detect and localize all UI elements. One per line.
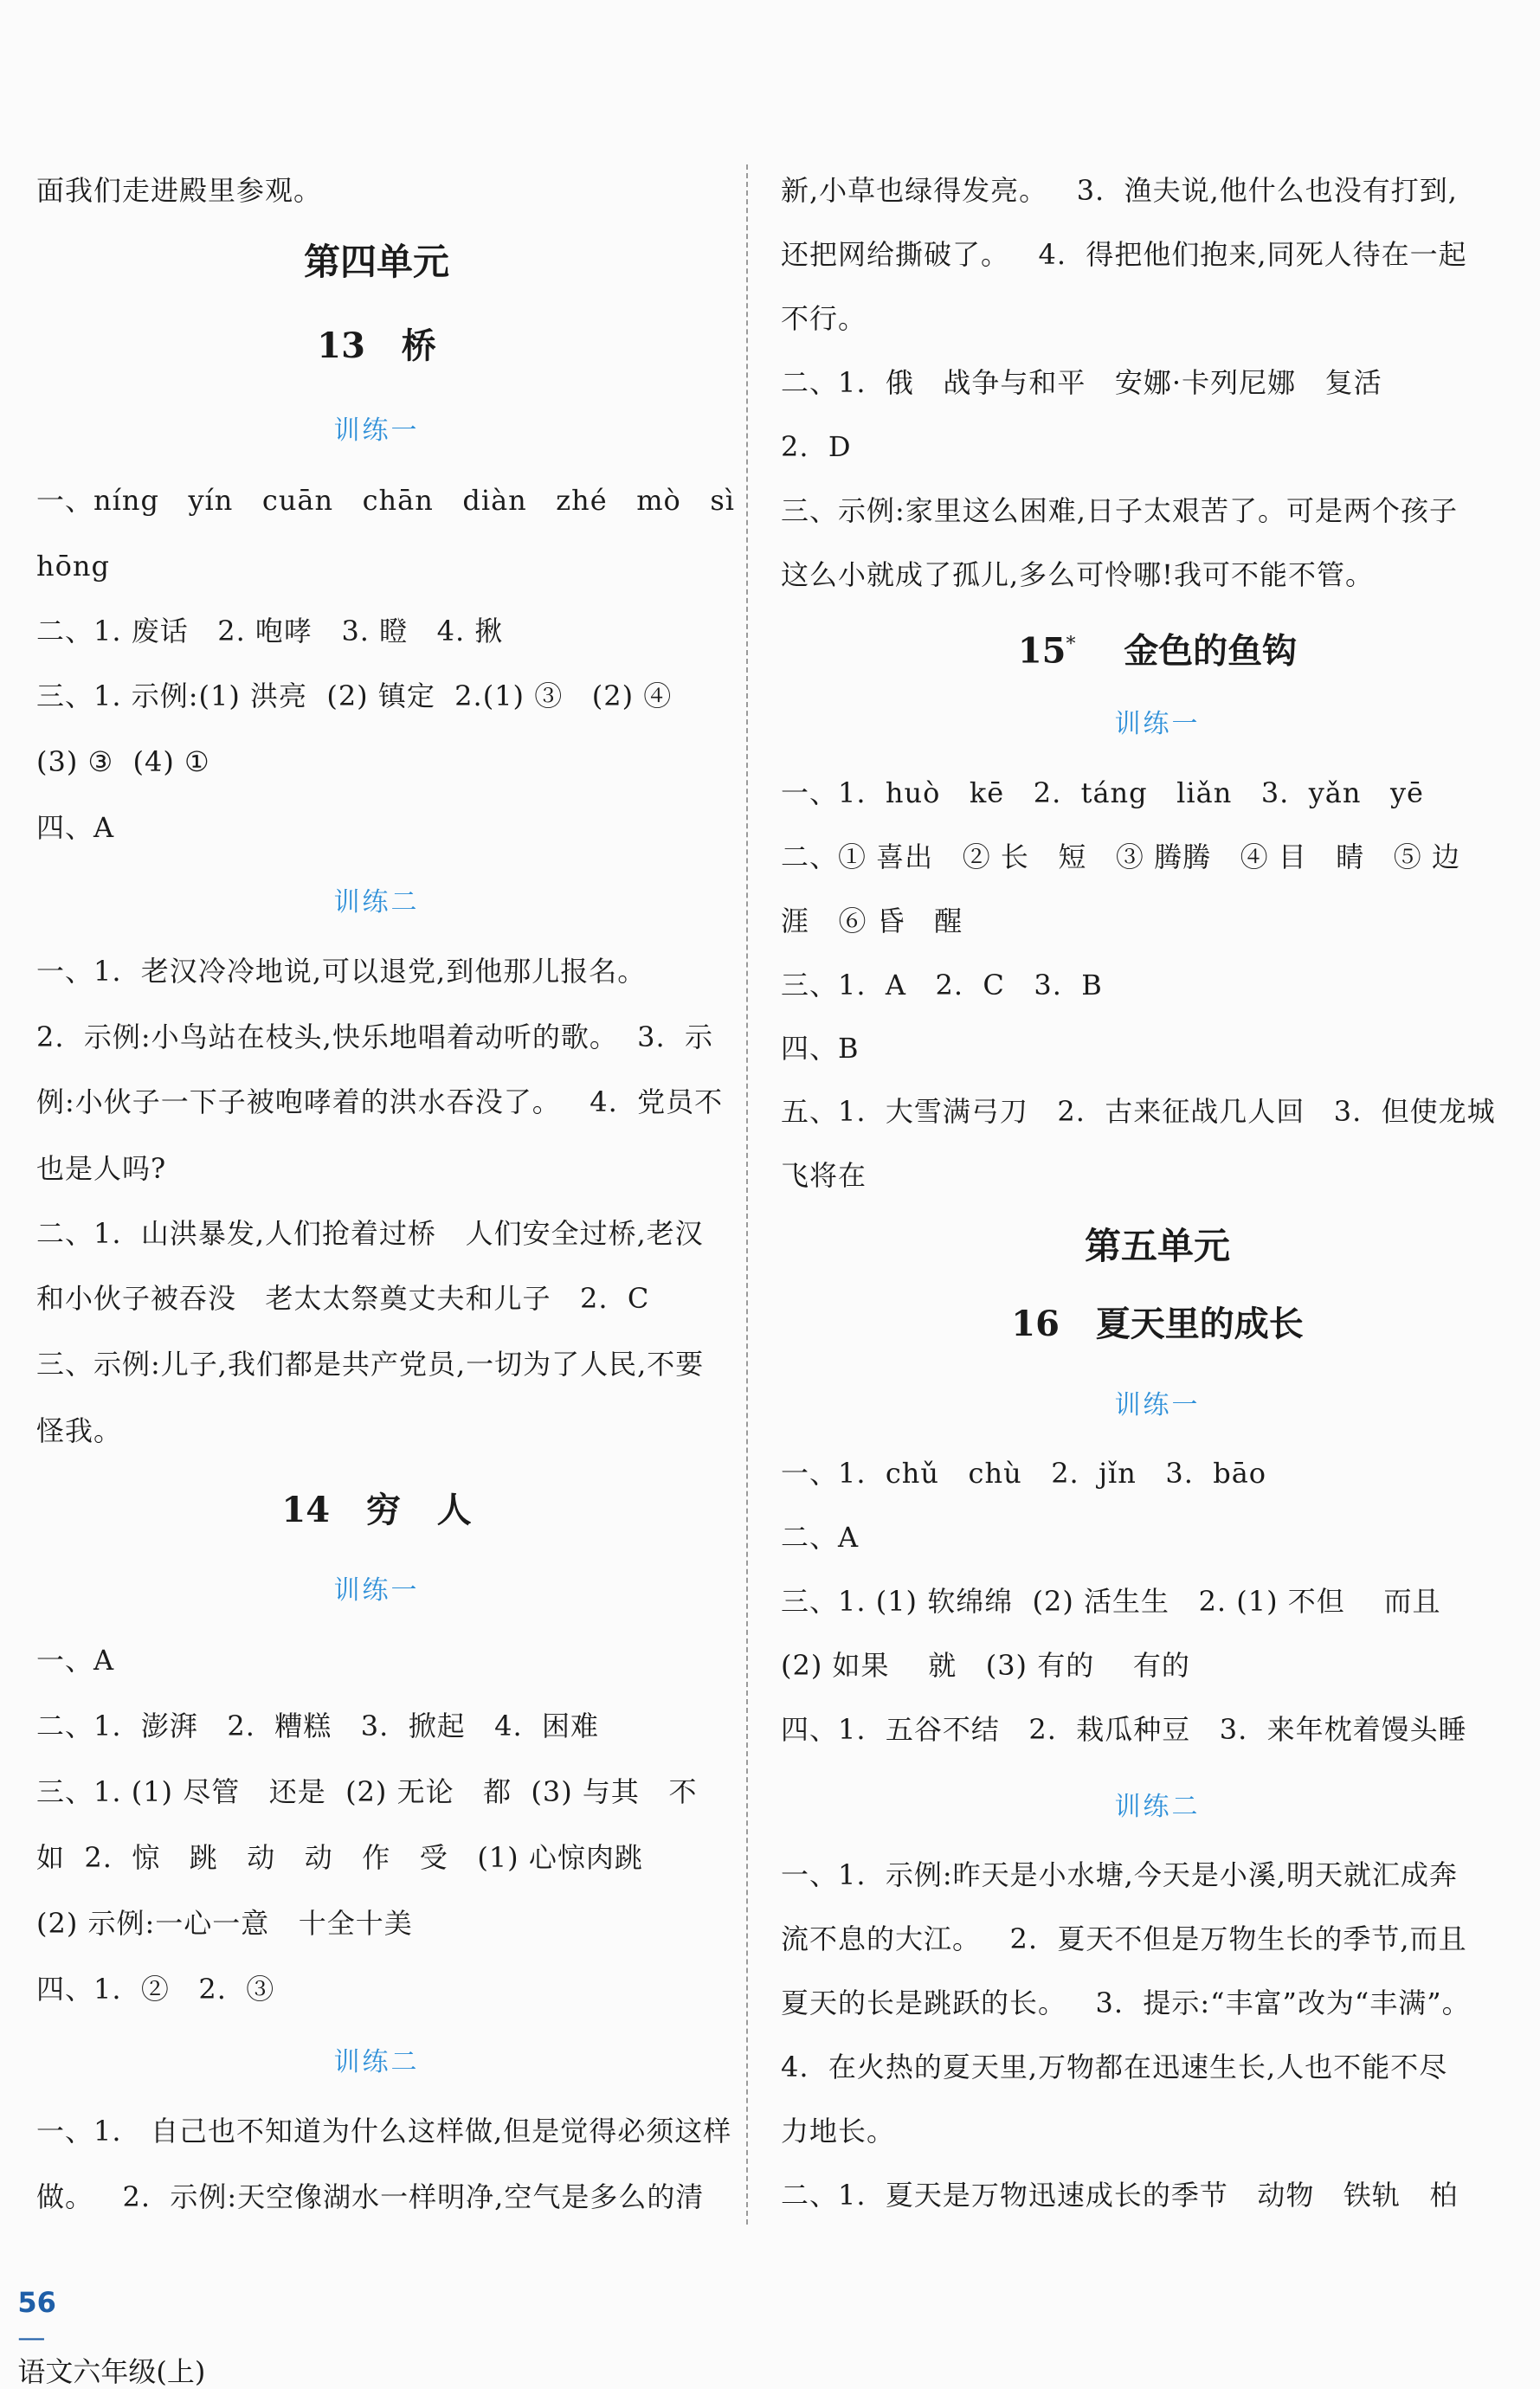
- answer-line: 一、níng yín cuān chān diàn zhé mò sì: [36, 484, 735, 517]
- unit5-title: 第五单元: [1084, 1225, 1230, 1267]
- lesson15-training1-title: 训练一: [1114, 709, 1201, 739]
- lesson15-name: 金色的鱼钩: [1075, 630, 1298, 672]
- answer-line: 也是人吗?: [36, 1152, 167, 1185]
- answer-line: 二、1. 俄 战争与和平 安娜·卡列尼娜 复活: [781, 366, 1382, 399]
- answer-line: 三、1. 示例:(1) 洪亮 (2) 镇定 2.(1) ③ (2) ④: [36, 679, 673, 712]
- answer-line: 五、1. 大雪满弓刀 2. 古来征战几人回 3. 但使龙城: [781, 1095, 1496, 1128]
- lesson14-training2-title: 训练二: [333, 2047, 420, 2077]
- answer-line: 二、1. 澎湃 2. 糟糕 3. 掀起 4. 困难: [36, 1710, 600, 1742]
- answer-line: 二、1. 山洪暴发,人们抢着过桥 人们安全过桥,老汉: [36, 1217, 704, 1250]
- lesson13-training1-title: 训练一: [333, 415, 420, 446]
- answer-line: 三、示例:儿子,我们都是共产党员,一切为了人民,不要: [36, 1348, 705, 1381]
- page-number: 56: [17, 2286, 56, 2319]
- answer-line: 飞将在: [781, 1159, 867, 1192]
- answer-line: 一、1. 示例:昨天是小水塘,今天是小溪,明天就汇成奔: [781, 1858, 1459, 1891]
- answer-line: 2. D: [781, 430, 852, 463]
- answer-line: 四、A: [36, 811, 115, 844]
- answer-line: 二、① 喜出 ② 长 短 ③ 腾腾 ④ 目 睛 ⑤ 边: [781, 840, 1460, 873]
- book-title: 语文六年级(上): [17, 2355, 206, 2388]
- answer-line: 流不息的大江。 2. 夏天不但是万物生长的季节,而且: [781, 1922, 1467, 1955]
- answer-line: 一、1. huò kē 2. táng liǎn 3. yǎn yē: [781, 776, 1424, 809]
- answer-line: 一、A: [36, 1644, 115, 1677]
- answer-line: 这么小就成了孤儿,多么可怜哪!我可不能不管。: [781, 558, 1375, 591]
- lesson13-training2-title: 训练二: [333, 887, 420, 918]
- answer-line: 二、1. 废话 2. 咆哮 3. 瞪 4. 揪: [36, 615, 504, 647]
- lesson16-training2-title: 训练二: [1114, 1792, 1201, 1822]
- answer-line: 涯 ⑥ 昏 醒: [781, 905, 963, 937]
- lesson16-title: 16 夏天里的成长: [1011, 1304, 1304, 1344]
- lesson15-title: [781, 623, 1534, 673]
- lesson14-title: 14 穷 人: [281, 1490, 472, 1530]
- answer-line: 和小伙子被吞没 老太太祭奠丈夫和儿子 2. C: [36, 1282, 650, 1315]
- answer-line: hōng: [36, 550, 110, 583]
- answer-line: (3) ③ (4) ①: [36, 745, 210, 778]
- answer-line: 四、1. 五谷不结 2. 栽瓜种豆 3. 来年枕着馒头睡: [781, 1713, 1467, 1746]
- answer-line: 还把网给撕破了。 4. 得把他们抱来,同死人待在一起: [781, 238, 1467, 271]
- answer-line: 四、B: [781, 1032, 860, 1065]
- answer-line: 如 2. 惊 跳 动 动 作 受 (1) 心惊肉跳: [36, 1841, 643, 1874]
- answer-line: 二、A: [781, 1521, 860, 1554]
- answer-line: 三、示例:家里这么困难,日子太艰苦了。可是两个孩子: [781, 494, 1458, 527]
- lesson14-training1-title: 训练一: [333, 1575, 420, 1606]
- page-footer: [0, 2251, 205, 2389]
- answer-line: 怪我。: [36, 1414, 123, 1447]
- answer-line: (2) 示例:一心一意 十全十美: [36, 1907, 413, 1940]
- answer-line: 一、1. chǔ chù 2. jǐn 3. bāo: [781, 1457, 1267, 1490]
- unit4-title: 第四单元: [303, 241, 449, 283]
- footer-dash: —: [17, 2321, 46, 2354]
- lesson15-number: 15: [1017, 630, 1066, 672]
- answer-line: 三、1. (1) 软绵绵 (2) 活生生 2. (1) 不但 而且: [781, 1585, 1441, 1618]
- answer-line: 4. 在火热的夏天里,万物都在迅速生长,人也不能不尽: [781, 2051, 1448, 2083]
- answer-line: 三、1. (1) 尽管 还是 (2) 无论 都 (3) 与其 不: [36, 1775, 698, 1808]
- answer-line: 一、1. 老汉冷冷地说,可以退党,到他那儿报名。: [36, 955, 647, 988]
- answer-line: (2) 如果 就 (3) 有的 有的: [781, 1649, 1190, 1682]
- intro-line: 面我们走进殿里参观。: [36, 174, 323, 207]
- answer-line: 力地长。: [781, 2115, 896, 2148]
- answer-line: 一、1. 自己也不知道为什么这样做,但是觉得必须这样: [36, 2115, 732, 2148]
- answer-line: 三、1. A 2. C 3. B: [781, 969, 1103, 1001]
- answer-line: 做。 2. 示例:天空像湖水一样明净,空气是多么的清: [36, 2180, 705, 2213]
- answer-line: 新,小草也绿得发亮。 3. 渔夫说,他什么也没有打到,: [781, 174, 1458, 207]
- lesson13-title: 13 桥: [317, 325, 436, 366]
- column-divider: [746, 164, 748, 2225]
- answer-line: 例:小伙子一下子被咆哮着的洪水吞没了。 4. 党员不: [36, 1085, 724, 1118]
- answer-line: 四、1. ② 2. ③: [36, 1973, 275, 2006]
- lesson15-self-study-mark: *: [1066, 634, 1076, 655]
- answer-line: 二、1. 夏天是万物迅速成长的季节 动物 铁轨 柏: [781, 2179, 1459, 2212]
- answer-line: 2. 示例:小鸟站在枝头,快乐地唱着动听的歌。 3. 示: [36, 1021, 714, 1053]
- answer-line: 不行。: [781, 302, 867, 335]
- lesson16-training1-title: 训练一: [1114, 1390, 1201, 1420]
- answer-line: 夏天的长是跳跃的长。 3. 提示:“丰富”改为“丰满”。: [781, 1987, 1471, 2019]
